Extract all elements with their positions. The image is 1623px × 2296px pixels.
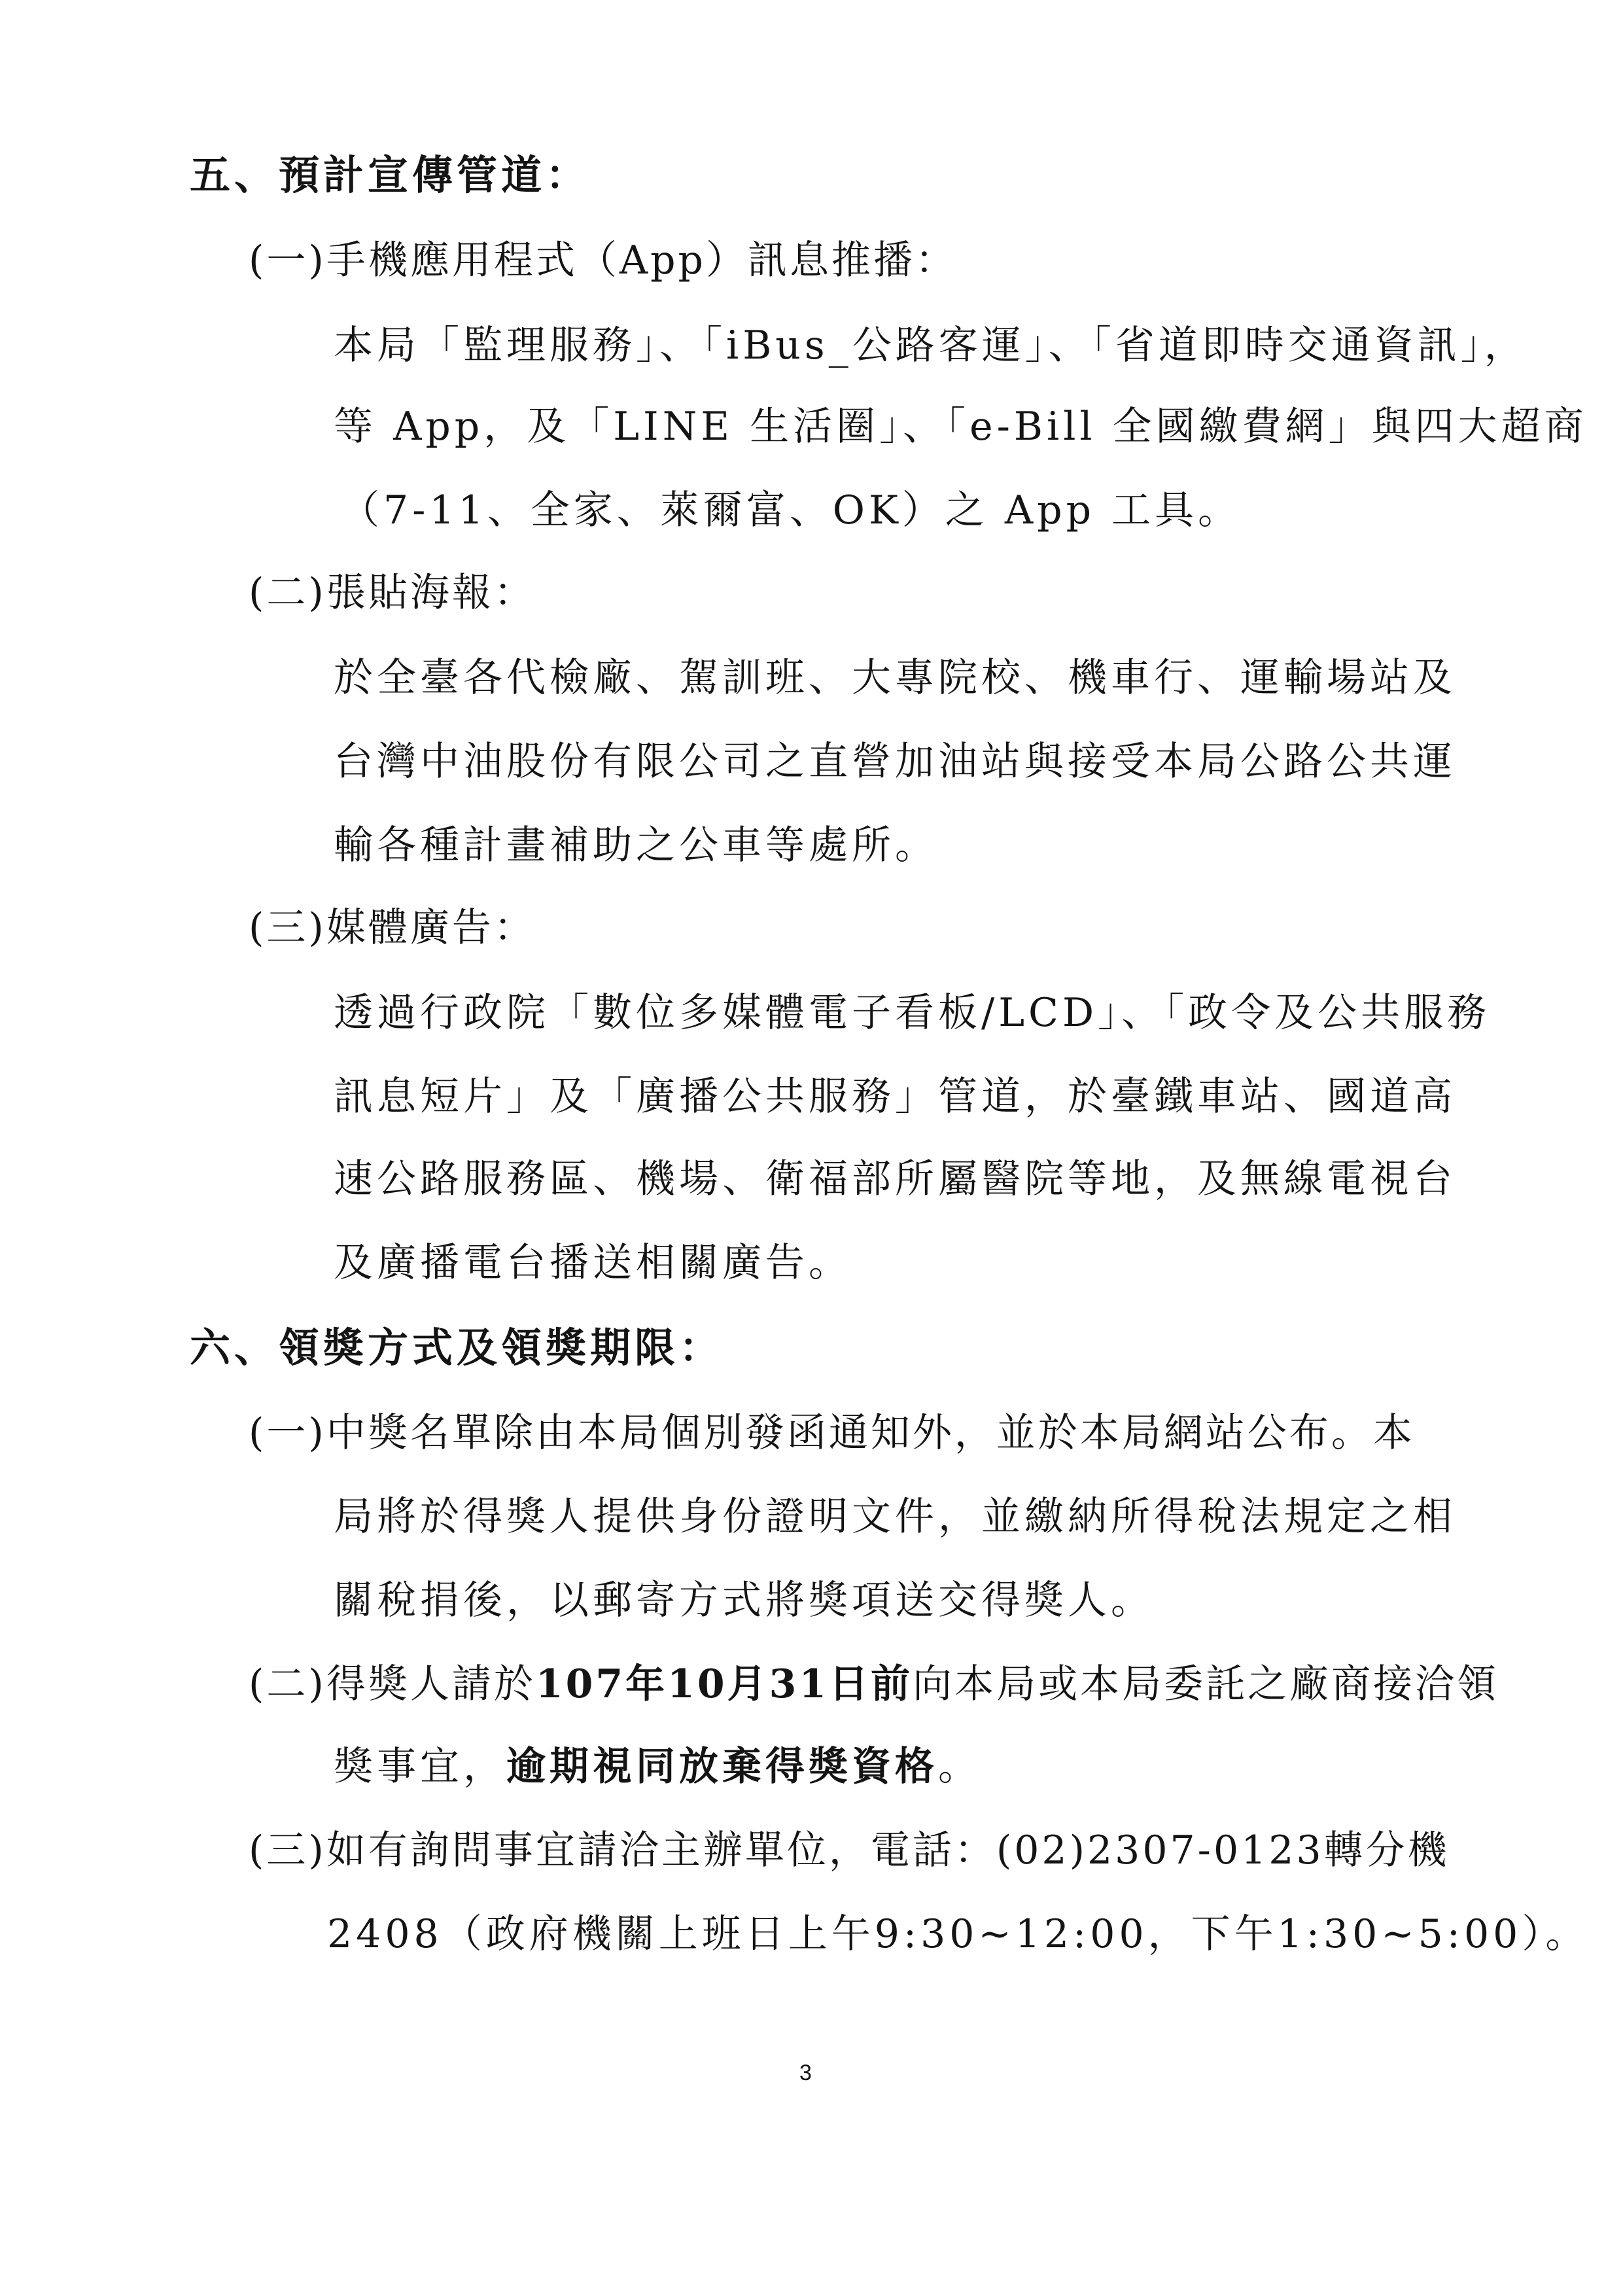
section-6-item-1-line-3: 關稅捐後，以郵寄方式將獎項送交得獎人。: [334, 1578, 1154, 1623]
section-5-item-1-line-1: 本局「監理服務」、「iBus_公路客運」、「省道即時交通資訊」，: [334, 323, 1527, 368]
section-6-item-2-line-2-pre: 獎事宜，: [334, 1744, 506, 1790]
section-6-heading: 六、領獎方式及領獎期限：: [190, 1324, 724, 1371]
section-6-item-3-line-2: 2408（政府機關上班日上午9:30~12:00，下午1:30~5:00）。: [327, 1911, 1589, 1957]
section-5-item-2-line-3: 輸各種計畫補助之公車等處所。: [334, 822, 938, 868]
section-5-item-2-line-2: 台灣中油股份有限公司之直營加油站與接受本局公路公共運: [334, 739, 1456, 785]
deadline-date: 107年10月31日前: [535, 1661, 913, 1707]
section-5-item-1-line-2: 等 App，及「LINE 生活圈」、「e-Bill 全國繳費網」與四大超商: [334, 404, 1588, 450]
section-5-item-3-line-3: 速公路服務區、機場、衛福部所屬醫院等地，及無線電視台: [334, 1156, 1456, 1202]
section-5-item-3-line-4: 及廣播電台播送相關廣告。: [334, 1240, 852, 1286]
section-6-item-1-line-2: 局將於得獎人提供身份證明文件，並繳納所得稅法規定之相: [334, 1494, 1456, 1540]
section-5-heading: 五、預計宣傳管道：: [190, 151, 591, 199]
section-5-item-3-line-2: 訊息短片」及「廣播公共服務」管道，於臺鐵車站、國道高: [334, 1074, 1456, 1120]
section-5-item-3-line-1: 透過行政院「數位多媒體電子看板/LCD」、「政令及公共服務: [334, 990, 1491, 1036]
section-5-item-1-line-3: （7-11、全家、萊爾富、OK）之 App 工具。: [340, 487, 1242, 533]
section-5-item-2-title: (二)張貼海報：: [249, 570, 536, 616]
section-6-item-2-line-2: [334, 1740, 981, 1793]
section-6-item-2-line-2-post: 。: [938, 1744, 981, 1790]
page-number: 3: [799, 2060, 812, 2085]
section-5-item-3-title: (三)媒體廣告：: [249, 905, 536, 951]
section-6-item-2-line-1-post: 向本局或本局委託之廠商接洽領: [913, 1661, 1499, 1707]
section-5-item-1-title: (一)手機應用程式（App）訊息推播：: [249, 238, 957, 283]
section-6-item-3-line-1: (三)如有詢問事宜請洽主辦單位，電話：(02)2307-0123轉分機: [249, 1828, 1450, 1873]
section-6-item-2-line-1-pre: (二)得獎人請於: [249, 1661, 536, 1707]
section-6-item-1-line-1: (一)中獎名單除由本局個別發函通知外，並於本局網站公布。本: [249, 1410, 1415, 1456]
forfeit-warning: 逾期視同放棄得獎資格: [506, 1744, 938, 1790]
section-6-item-2-line-1: [249, 1658, 1499, 1710]
section-5-item-2-line-1: 於全臺各代檢廠、駕訓班、大專院校、機車行、運輸場站及: [334, 655, 1456, 701]
